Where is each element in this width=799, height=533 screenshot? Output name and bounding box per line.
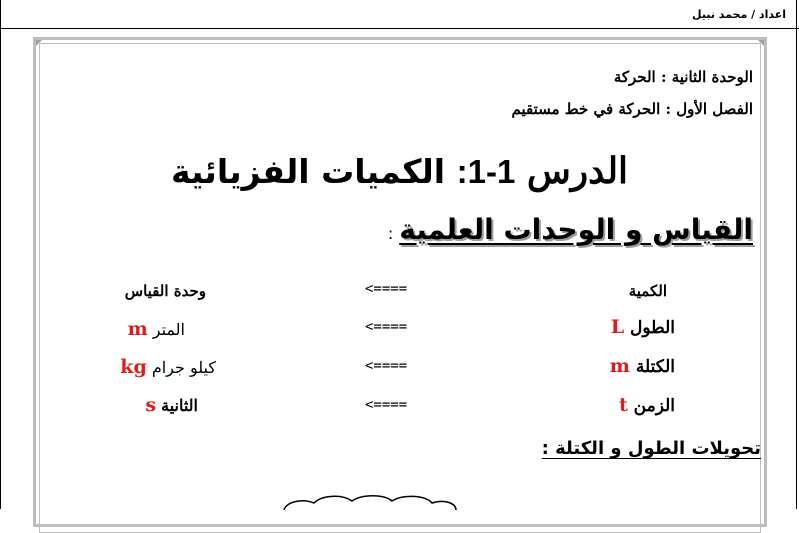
lesson-title xyxy=(0,150,799,192)
lesson-number: 1-1 xyxy=(467,153,516,190)
header-rule xyxy=(0,28,799,29)
section-heading xyxy=(388,213,753,246)
quantity-length xyxy=(611,316,675,338)
unit-name: المتر xyxy=(152,320,185,339)
unit-name: كيلو جرام xyxy=(151,358,216,377)
unit-symbol: s xyxy=(145,394,157,416)
quantity-name: الكتلة xyxy=(635,357,675,377)
author-line: اعداد / محمد نبيل xyxy=(692,8,786,21)
quantity-name: الطول xyxy=(630,318,675,338)
lesson-word: الدرس xyxy=(526,150,629,192)
lesson-topic: الكميات الفزيائية xyxy=(170,152,446,191)
quantity-time xyxy=(619,394,675,416)
header-arrow: <==== xyxy=(365,281,408,297)
unit-symbol: m xyxy=(127,318,148,340)
row-arrow: <==== xyxy=(365,358,408,374)
unit-column-header: وحدة القياس xyxy=(124,282,206,300)
page-edge-left xyxy=(0,0,1,509)
unit-kilogram xyxy=(120,356,216,378)
quantity-mass xyxy=(610,355,675,377)
unit-symbol: kg xyxy=(120,356,147,378)
unit-meter xyxy=(128,318,185,340)
unit-title: الوحدة الثانية : الحركة xyxy=(613,68,753,86)
section-title: القياس و الوحدات العلمية xyxy=(399,213,753,246)
chapter-title: الفصل الأول : الحركة في خط مستقيم xyxy=(511,100,753,118)
unit-second xyxy=(145,394,198,416)
conversions-heading: تحويلات الطول و الكتلة : xyxy=(541,438,761,459)
corner-ornament-right xyxy=(758,40,764,46)
unit-name: الثانية xyxy=(161,396,198,415)
section-colon: : xyxy=(387,224,394,243)
quantity-symbol: t xyxy=(618,394,628,416)
lesson-colon: : xyxy=(456,153,468,190)
corner-ornament-left xyxy=(36,40,42,46)
row-arrow: <==== xyxy=(365,397,408,413)
row-arrow: <==== xyxy=(365,319,408,335)
quantity-name: الزمن xyxy=(633,396,675,416)
cloud-shape-icon xyxy=(280,494,460,510)
quantity-symbol: m xyxy=(609,355,630,377)
quantity-symbol: L xyxy=(610,316,625,338)
quantity-column-header: الكمية xyxy=(628,282,667,300)
page-edge-right xyxy=(796,0,797,509)
